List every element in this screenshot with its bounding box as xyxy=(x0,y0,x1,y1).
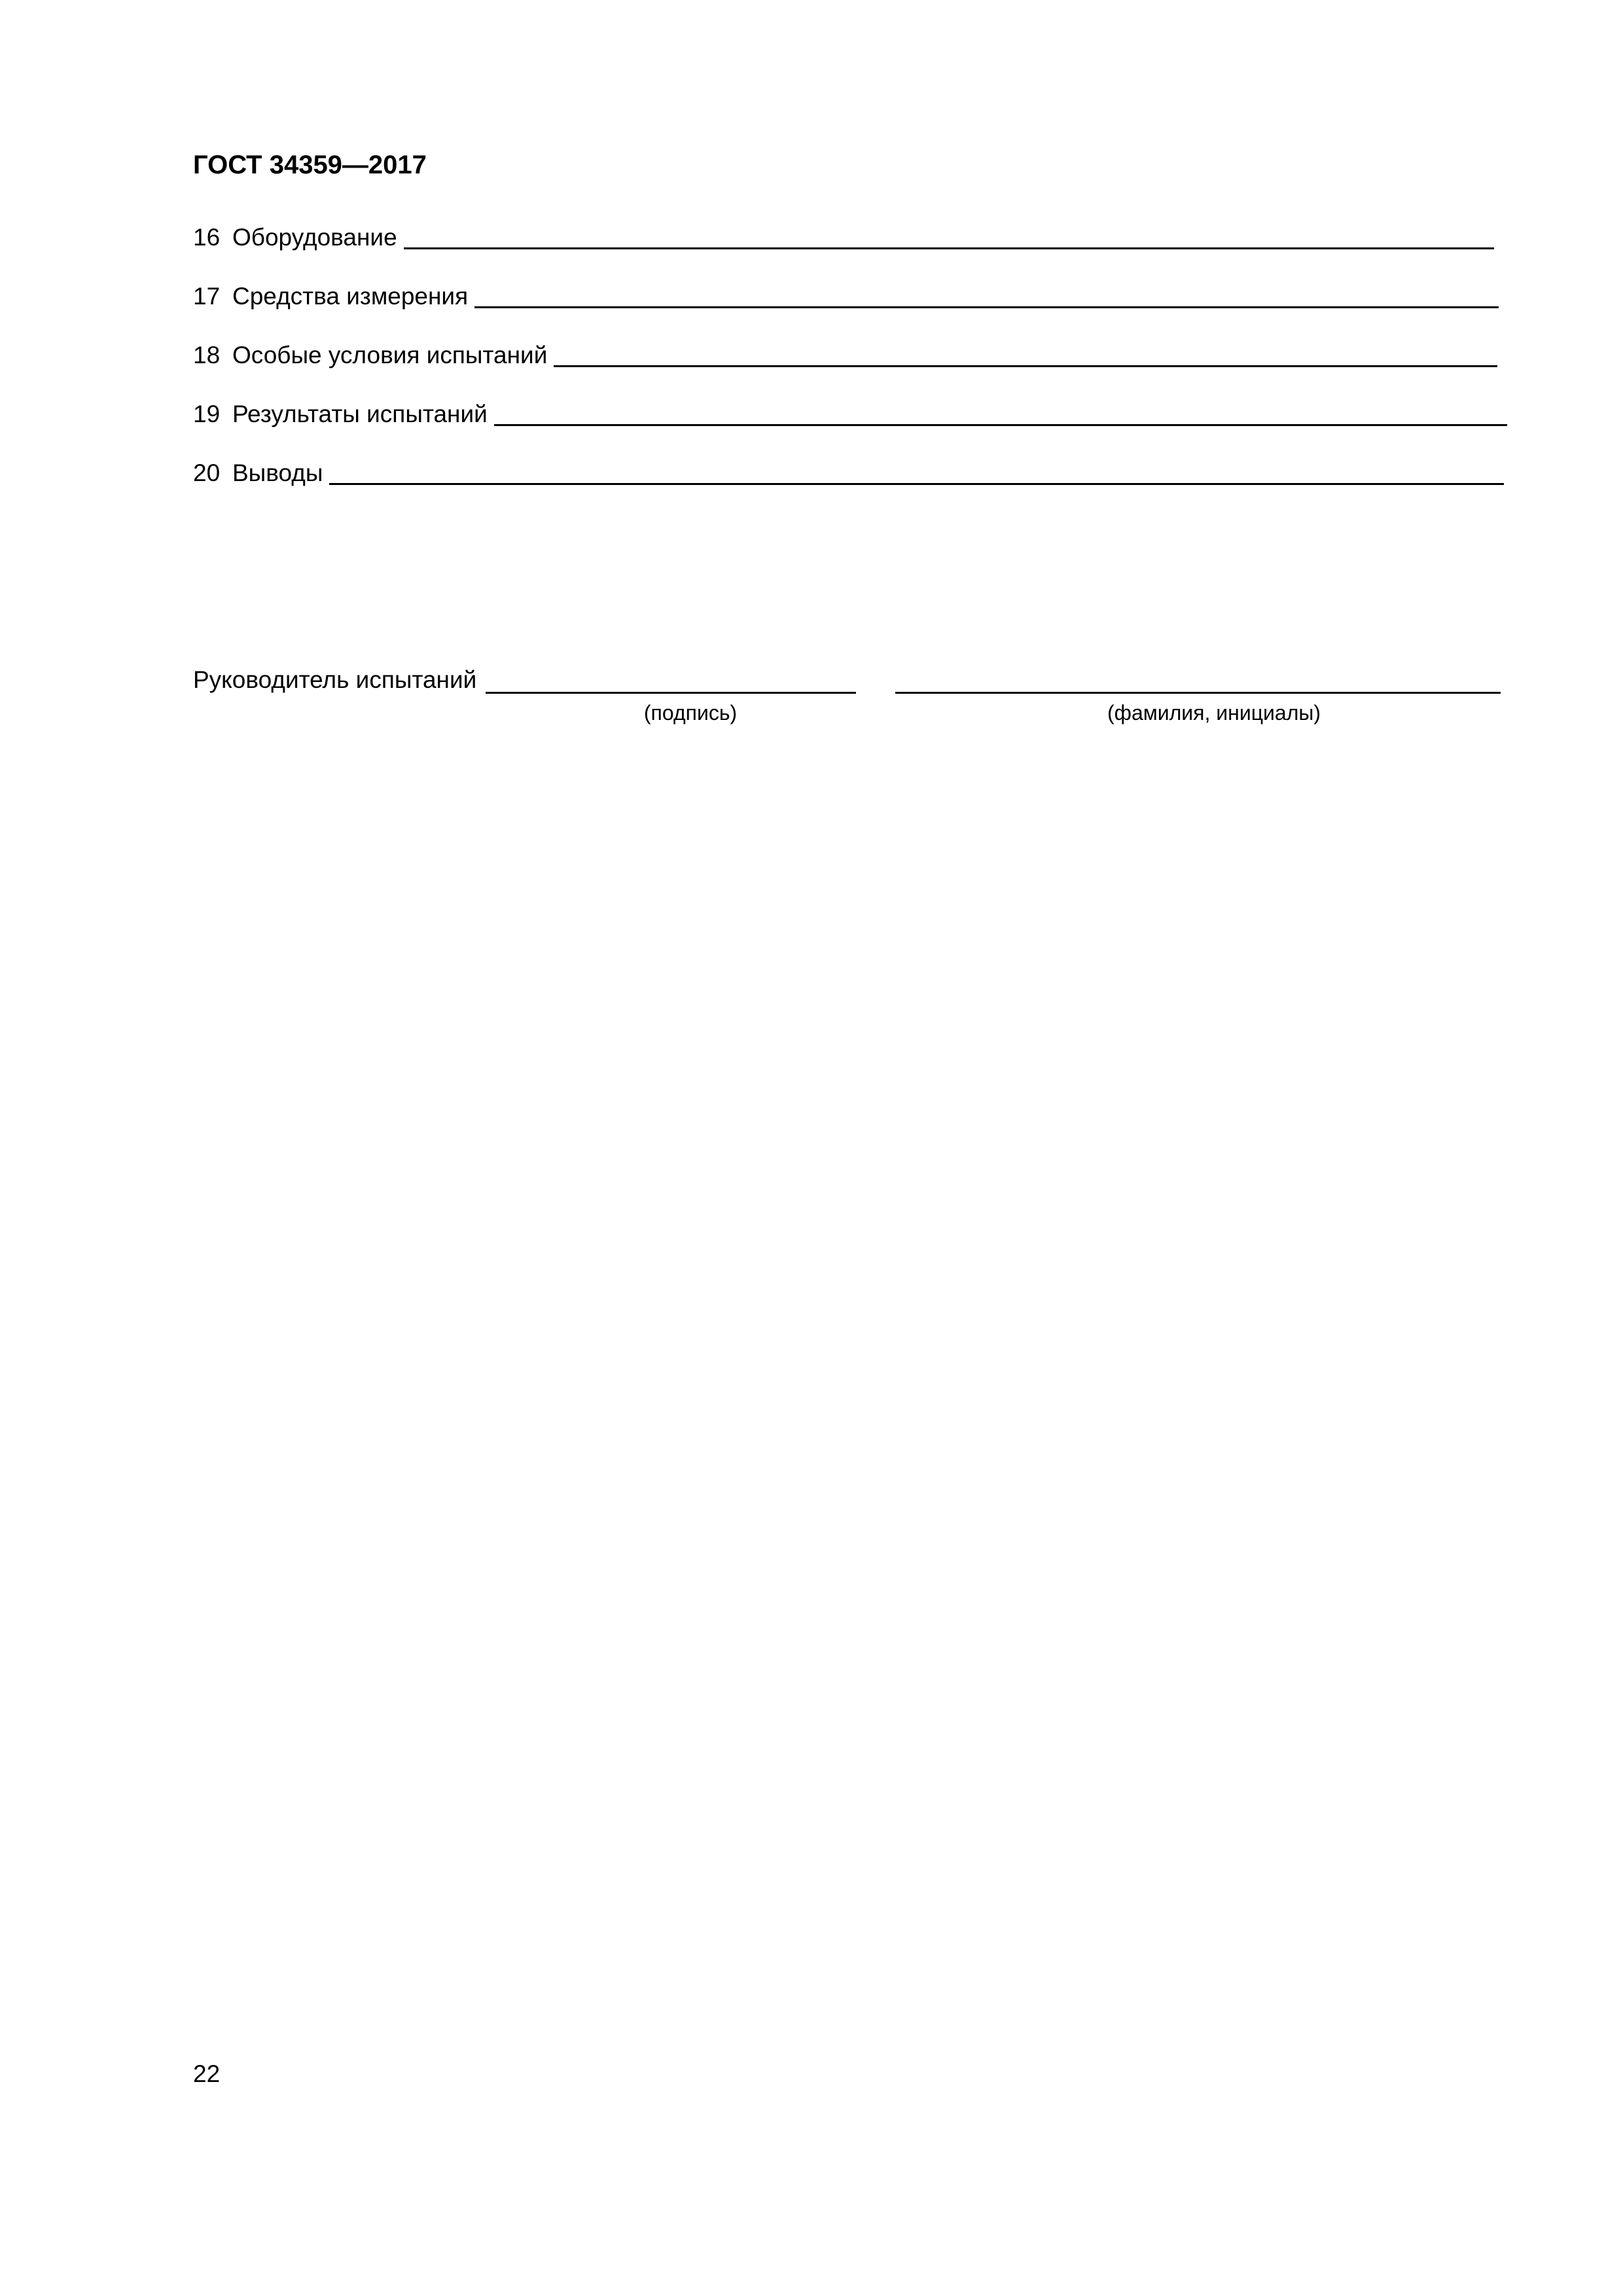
form-field-equipment xyxy=(193,221,1494,255)
field-number: 19 xyxy=(193,401,221,427)
form-field-measuring-instruments xyxy=(193,279,1499,314)
page-number: 22 xyxy=(193,2060,221,2087)
field-label: Выводы xyxy=(232,459,323,486)
form-field-special-conditions xyxy=(193,338,1497,372)
name-caption: (фамилия, инициалы) xyxy=(1107,701,1321,725)
form-field-test-results xyxy=(193,397,1507,431)
field-number: 17 xyxy=(193,283,221,310)
fill-line[interactable] xyxy=(329,483,1504,485)
name-line[interactable] xyxy=(895,692,1501,694)
fill-line[interactable] xyxy=(474,306,1499,308)
field-label: Особые условия испытаний xyxy=(232,342,548,368)
document-header: ГОСТ 34359—2017 xyxy=(193,151,427,179)
signature-label: Руководитель испытаний xyxy=(193,666,477,693)
form-field-conclusions xyxy=(193,456,1504,490)
fill-line[interactable] xyxy=(494,424,1507,426)
field-label: Результаты испытаний xyxy=(232,401,488,427)
field-label: Средства измерения xyxy=(232,283,469,310)
field-number: 18 xyxy=(193,342,221,368)
field-label: Оборудование xyxy=(232,224,397,251)
fill-line[interactable] xyxy=(404,247,1494,249)
field-number: 16 xyxy=(193,224,221,251)
fill-line[interactable] xyxy=(554,365,1497,367)
field-number: 20 xyxy=(193,459,221,486)
signature-line[interactable] xyxy=(486,692,856,694)
signature-caption: (подпись) xyxy=(643,701,738,725)
